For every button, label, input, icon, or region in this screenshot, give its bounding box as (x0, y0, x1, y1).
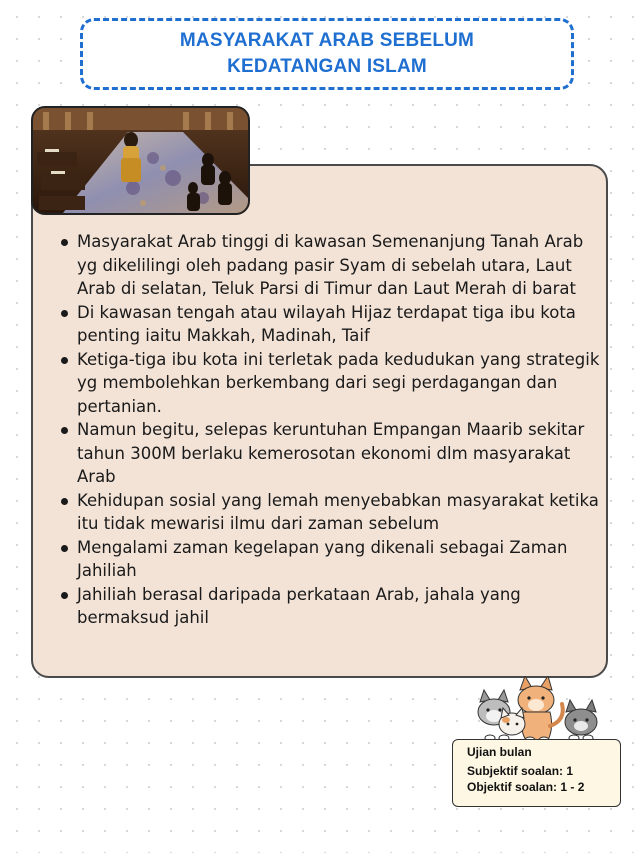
list-item: Masyarakat Arab tinggi di kawasan Semenanjung Tanah Arab yg dikelilingi oleh padang pasir Syam di sebelah utara, Laut Arab di selatan, Teluk Parsi di Timur dan Laut Merah di barat (58, 230, 604, 301)
bullet-list (58, 230, 604, 630)
title-line-2: KEDATANGAN ISLAM (227, 56, 427, 77)
title-banner (80, 18, 574, 90)
list-item: Ketiga-tiga ibu kota ini terletak pada kedudukan yang strategik yg membolehkan berkembang dari segi perdagangan dan pertanian. (58, 348, 604, 419)
list-item: Di kawasan tengah atau wilayah Hijaz terdapat tiga ibu kota penting iaitu Makkah, Madinah, Taif (58, 301, 604, 348)
subjective-questions: Subjektif soalan: 1 (467, 764, 574, 778)
list-item: Namun begitu, selepas keruntuhan Empangan Maarib sekitar tahun 300M berlaku kemerosotan ekonomi dlm masyarakat Arab (58, 418, 604, 489)
historical-photo (31, 106, 250, 215)
list-item: Jahiliah berasal daripada perkataan Arab, jahala yang bermaksud jahil (58, 583, 604, 630)
exam-info-box (452, 739, 621, 807)
historical-photo-image (33, 108, 248, 213)
title-line-1: MASYARAKAT ARAB SEBELUM (179, 30, 475, 51)
exam-title: Ujian bulan (467, 745, 532, 759)
list-item: Mengalami zaman kegelapan yang dikenali sebagai Zaman Jahiliah (58, 536, 604, 583)
objective-questions: Objektif soalan: 1 - 2 (467, 780, 585, 794)
list-item: Kehidupan sosial yang lemah menyebabkan masyarakat ketika itu tidak mewarisi ilmu dari zaman sebelum (58, 489, 604, 536)
